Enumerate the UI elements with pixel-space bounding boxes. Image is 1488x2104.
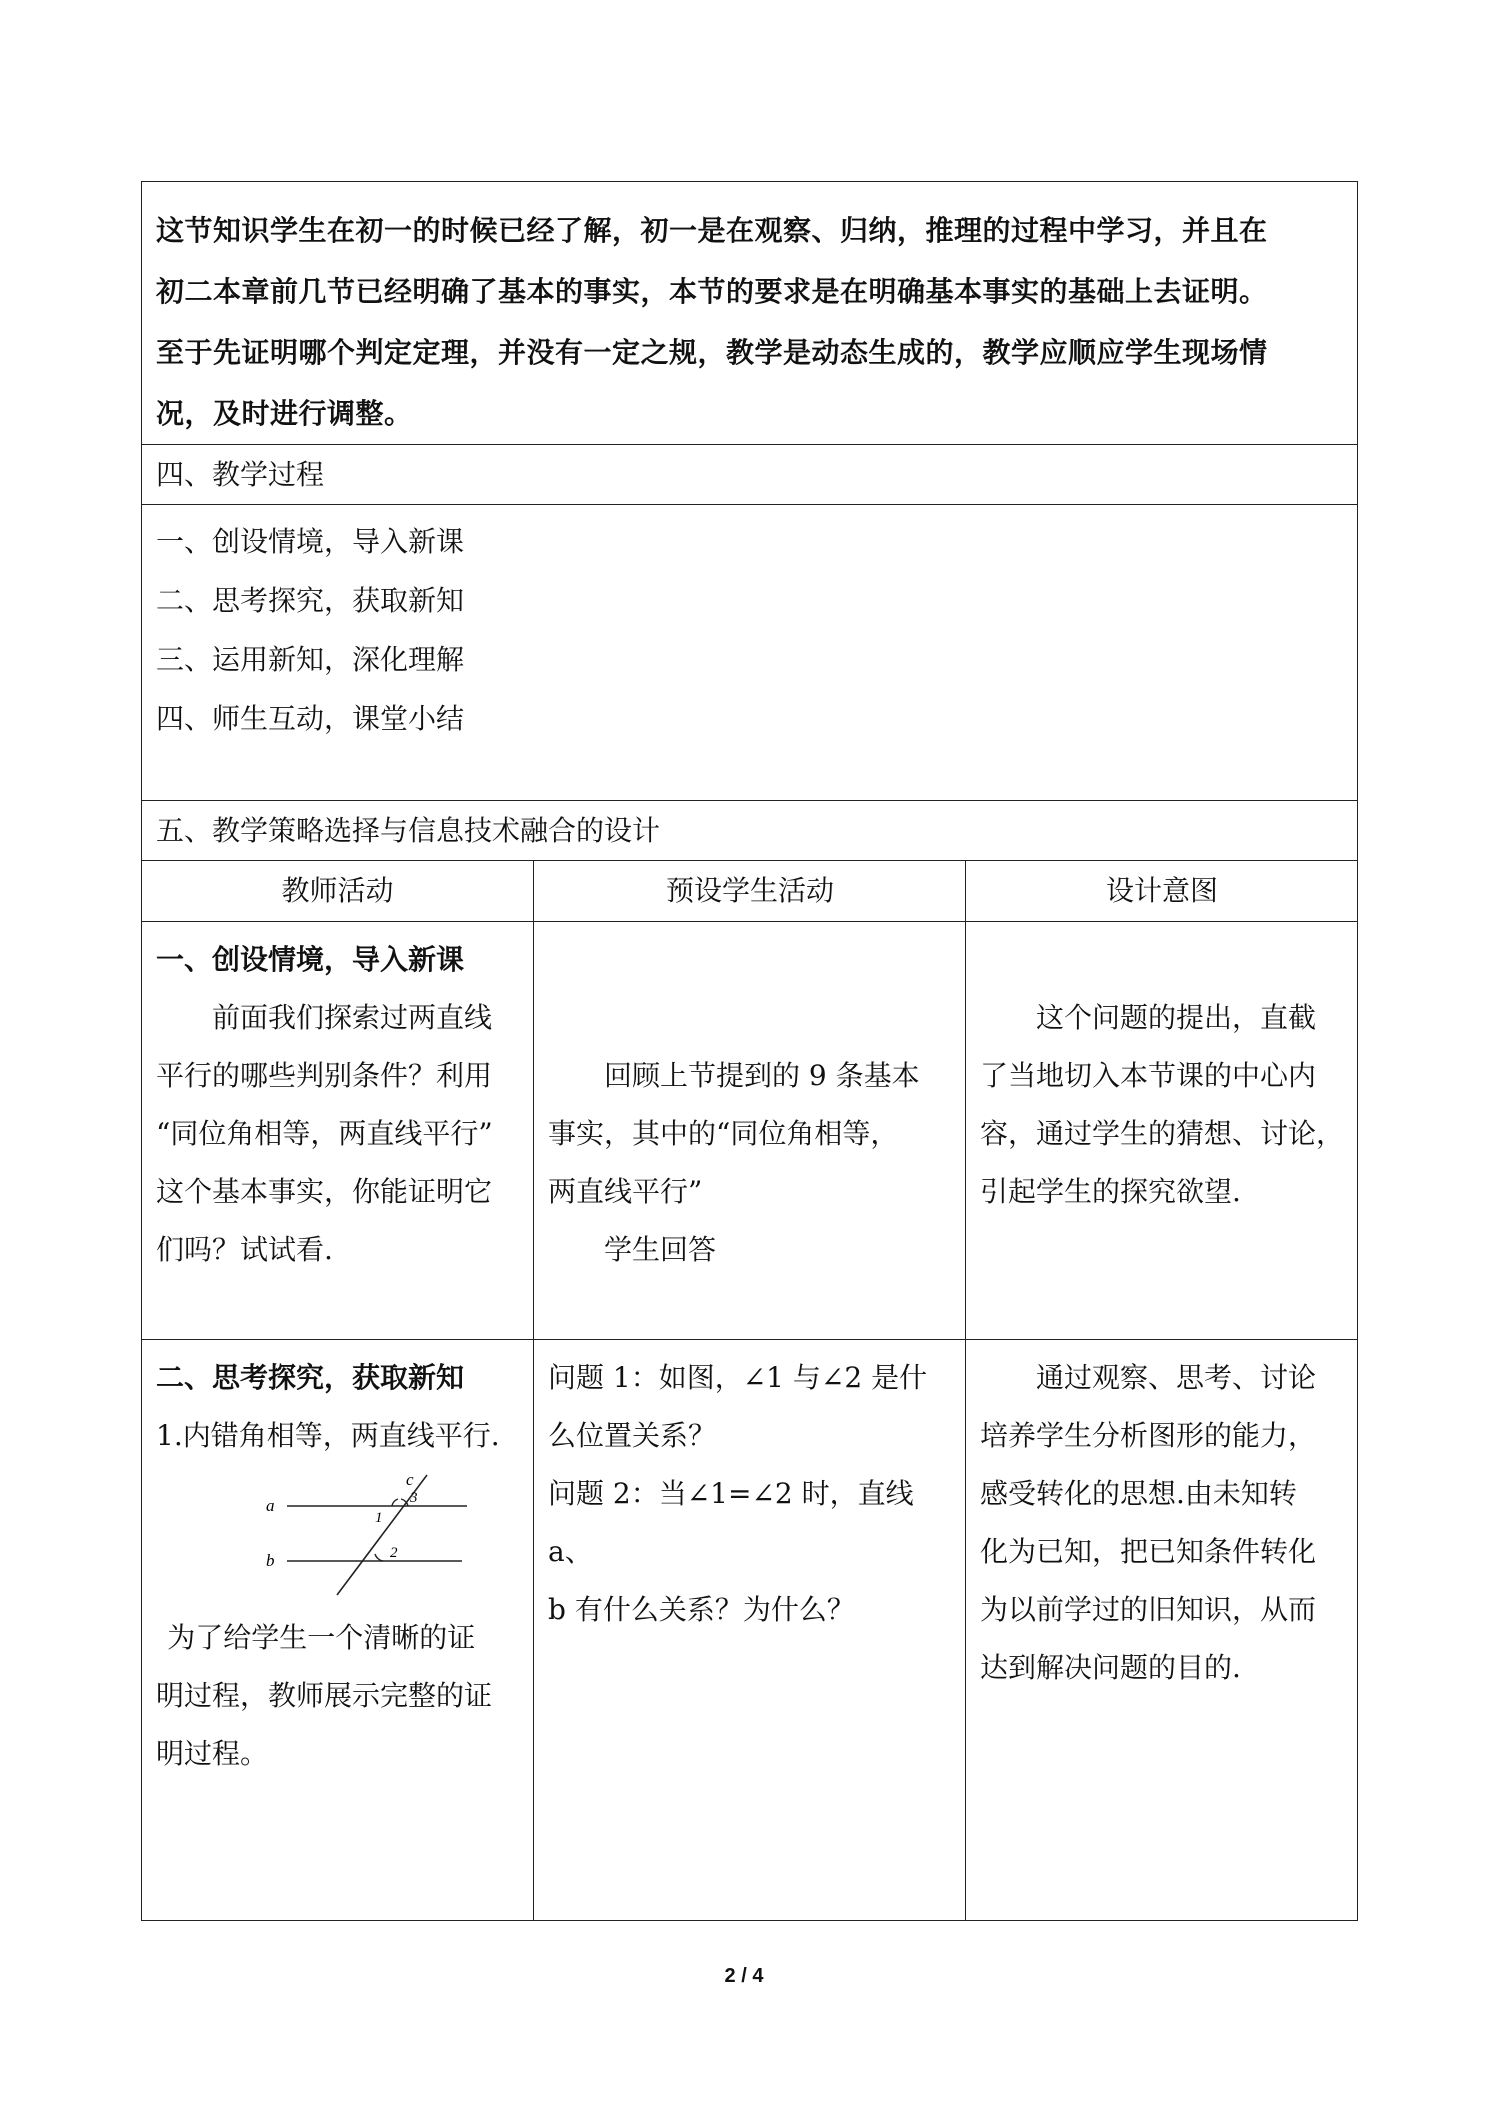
row1-teacher-line: 这个基本事实，你能证明它 xyxy=(156,1175,493,1208)
intro-line: 初二本章前几节已经明确了基本的事实，本节的要求是在明确基本事实的基础上去证明。 xyxy=(156,275,1268,308)
row1-intent-line: 引起学生的探究欲望. xyxy=(980,1175,1241,1208)
label-angle1: 1 xyxy=(375,1510,383,1526)
row1-student-line: 回顾上节提到的 9 条基本 xyxy=(604,1059,920,1092)
row2-student-line: 问题 1：如图，∠1 与∠2 是什 xyxy=(548,1361,928,1394)
label-b: b xyxy=(266,1551,275,1570)
column-divider xyxy=(965,861,966,1921)
row1-teacher-line: 们吗？试试看. xyxy=(156,1233,333,1266)
intro-line: 至于先证明哪个判定定理，并没有一定之规，教学是动态生成的，教学应顺应学生现场情 xyxy=(156,336,1268,369)
row-divider xyxy=(142,1339,1357,1340)
header-teacher-activity: 教师活动 xyxy=(281,874,394,907)
row2-intent-line: 达到解决问题的目的. xyxy=(980,1651,1241,1684)
row2-teacher-item: 1.内错角相等，两直线平行. xyxy=(156,1419,500,1452)
row2-teacher-after: 明过程，教师展示完整的证 xyxy=(156,1679,493,1712)
row1-teacher-line: 前面我们探索过两直线 xyxy=(212,1001,493,1034)
header-design-intent: 设计意图 xyxy=(1105,874,1218,907)
row2-intent-line: 感受转化的思想.由未知转 xyxy=(980,1477,1297,1510)
row1-student-line: 两直线平行” xyxy=(548,1175,703,1208)
row2-teacher-proof-cell xyxy=(156,1609,526,1783)
row2-intent-line: 化为已知，把已知条件转化 xyxy=(980,1535,1317,1568)
row1-teacher-line: “同位角相等，两直线平行” xyxy=(156,1117,493,1150)
intro-line: 这节知识学生在初一的时候已经了解，初一是在观察、归纳，推理的过程中学习，并且在 xyxy=(156,214,1268,247)
header-student-activity: 预设学生活动 xyxy=(665,874,834,907)
row1-intent-cell xyxy=(980,989,1356,1221)
label-c: c xyxy=(406,1471,414,1489)
row2-student-line: 么位置关系？ xyxy=(548,1419,717,1452)
row1-student-answer: 学生回答 xyxy=(604,1233,717,1266)
process-item: 一、创设情境，导入新课 xyxy=(156,525,465,558)
row-divider xyxy=(142,504,1357,505)
process-list xyxy=(142,506,1357,800)
row1-intent-line: 容，通过学生的猜想、讨论， xyxy=(980,1117,1345,1150)
row2-intent-cell xyxy=(980,1349,1356,1697)
row1-teacher-cell xyxy=(156,931,526,1279)
row2-intent-line: 培养学生分析图形的能力， xyxy=(980,1419,1317,1452)
label-a: a xyxy=(266,1496,275,1515)
intro-line: 况，及时进行调整。 xyxy=(156,397,413,430)
row1-student-line: 事实，其中的“同位角相等， xyxy=(548,1117,899,1150)
row2-student-line: b 有什么关系？为什么？ xyxy=(548,1593,855,1626)
row2-intent-line: 为以前学过的旧知识，从而 xyxy=(980,1593,1317,1626)
row2-teacher-after: 明过程。 xyxy=(156,1737,269,1770)
process-item: 三、运用新知，深化理解 xyxy=(156,643,465,676)
row1-intent-line: 这个问题的提出，直截 xyxy=(1036,1001,1317,1034)
row2-intent-line: 通过观察、思考、讨论 xyxy=(1036,1361,1317,1394)
column-divider xyxy=(533,861,534,1921)
parallel-lines-figure xyxy=(252,1471,512,1601)
angle1-arc xyxy=(392,1499,398,1506)
lesson-table xyxy=(141,181,1358,1921)
row1-teacher-line: 平行的哪些判别条件？利用 xyxy=(156,1059,493,1092)
row1-intent-line: 了当地切入本节课的中心内 xyxy=(980,1059,1317,1092)
angle2-arc xyxy=(375,1554,383,1561)
row2-student-line: 问题 2：当∠1=∠2 时，直线 a、 xyxy=(548,1477,914,1568)
row1-student-cell xyxy=(548,1047,960,1279)
row2-teacher-after: 为了给学生一个清晰的证 xyxy=(167,1621,476,1654)
process-item: 二、思考探究，获取新知 xyxy=(156,584,465,617)
label-angle2: 2 xyxy=(390,1545,398,1561)
row-divider xyxy=(142,800,1357,801)
process-item: 四、师生互动，课堂小结 xyxy=(156,702,465,735)
section4-title: 四、教学过程 xyxy=(156,458,325,491)
row-divider xyxy=(142,921,1357,922)
row2-teacher-cell xyxy=(156,1349,526,1465)
row2-student-cell xyxy=(548,1349,960,1639)
strategy-grid xyxy=(142,861,1357,1921)
row1-teacher-title: 一、创设情境，导入新课 xyxy=(156,943,465,976)
row2-teacher-title: 二、思考探究，获取新知 xyxy=(156,1361,465,1394)
intro-paragraph xyxy=(142,182,1357,444)
page-number: 2 / 4 xyxy=(724,1965,764,1987)
label-angle3: 3 xyxy=(410,1490,418,1506)
section5-title: 五、教学策略选择与信息技术融合的设计 xyxy=(156,814,661,847)
row-divider xyxy=(142,444,1357,445)
